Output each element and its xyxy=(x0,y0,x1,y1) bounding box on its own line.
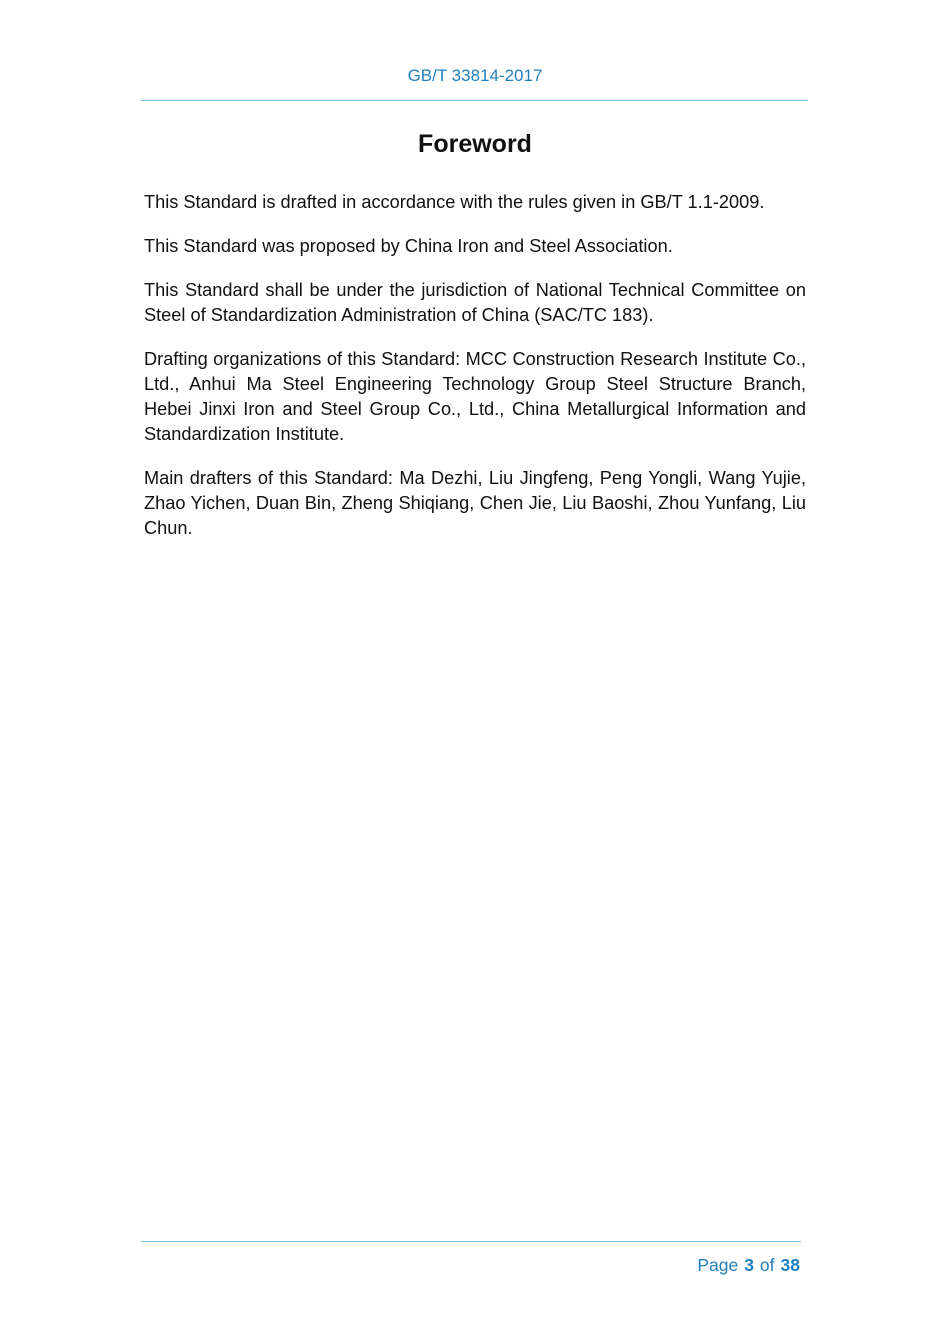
foreword-body xyxy=(144,190,806,560)
header-rule xyxy=(141,100,808,101)
of-label: of xyxy=(759,1255,775,1275)
paragraph-main-drafters: Main drafters of this Standard: Ma Dezhi, Liu Jingfeng, Peng Yongli, Wang Yujie, Zhao Yichen, Duan Bin, Zheng Shiqiang, Chen Jie, Liu Baoshi, Zhou Yunfang, Liu Chun. xyxy=(144,468,806,538)
paragraph-drafting-organizations: Drafting organizations of this Standard: MCC Construction Research Institute Co., Ltd., Anhui Ma Steel Engineering Technology Group Steel Structure Branch, Hebei Jinxi Iron and Steel Group Co., Ltd., China Metallurgical Information and Standardization Institute. xyxy=(144,349,806,444)
page-number-footer xyxy=(697,1255,800,1276)
page-header-standard-code: GB/T 33814-2017 xyxy=(407,66,543,85)
footer-rule xyxy=(141,1241,801,1242)
page-title: Foreword xyxy=(418,130,532,158)
total-pages-number: 38 xyxy=(780,1255,800,1275)
page-label: Page xyxy=(697,1255,739,1275)
paragraph-jurisdiction: This Standard shall be under the jurisdiction of National Technical Committee on Steel of Standardization Administration of China (SAC/TC 183). xyxy=(144,280,806,325)
paragraph-drafting-rules: This Standard is drafted in accordance with the rules given in GB/T 1.1-2009. xyxy=(144,192,765,212)
current-page-number: 3 xyxy=(744,1255,754,1275)
paragraph-proposed-by: This Standard was proposed by China Iron and Steel Association. xyxy=(144,236,673,256)
